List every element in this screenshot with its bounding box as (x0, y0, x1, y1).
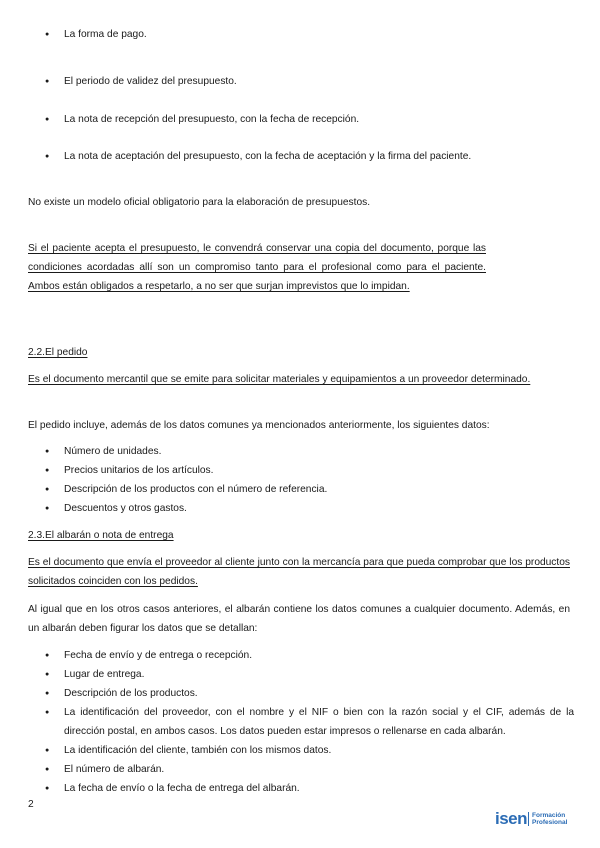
bullet-icon (45, 72, 55, 92)
bullet-icon (45, 760, 55, 780)
bullet-icon (45, 110, 55, 130)
pedido-definition: Es el documento mercantil que se emite para solicitar materiales y equipamientos a un proveedor determinado. (28, 374, 531, 385)
bullet-icon (45, 25, 55, 45)
albaran-definition: Es el documento que envía el proveedor al cliente junto con la mercancía para que pueda comprobar que los productos solicitados coinciden con los pedidos. (28, 557, 570, 587)
isen-logo (495, 809, 575, 829)
albaran-intro: Al igual que en los otros casos anteriores, el albarán contiene los datos comunes a cualquier documento. Además, en un albarán deben figurar los datos que se detallan: (28, 604, 570, 634)
bullet-icon (45, 779, 55, 799)
bullet-icon (45, 480, 55, 500)
bullet-icon (45, 684, 55, 704)
patient-paragraph: Si el paciente acepta el presupuesto, le convendrá conservar una copia del documento, porque las condiciones acordadas allí son un compromiso tanto para el profesional como para el paciente. Ambos están obligados a respetarlo, a no ser que surjan imprevistos que lo impidan. (28, 243, 486, 292)
logo-wordmark: isen (495, 809, 528, 828)
logo-line-2: Profesional (532, 819, 568, 826)
section-heading-pedido: 2.2.El pedido (28, 347, 88, 358)
bullet-icon (45, 703, 55, 723)
bullet-icon (45, 741, 55, 761)
page-number: 2 (28, 799, 34, 810)
bullet-icon (45, 442, 55, 462)
bullet-icon (45, 461, 55, 481)
bullet-icon (45, 147, 55, 167)
bullet-icon (45, 646, 55, 666)
no-model-paragraph: No existe un modelo oficial obligatorio para la elaboración de presupuestos. (28, 197, 371, 208)
logo-divider (528, 812, 529, 826)
pedido-intro: El pedido incluye, además de los datos comunes ya mencionados anteriormente, los siguientes datos: (28, 420, 490, 431)
bullet-icon (45, 499, 55, 519)
document-page: ● La forma de pago. ● El periodo de validez del presupuesto. ● La nota de recepción del presupuesto, con la fecha de recepción. ● La nota de aceptación del presupuesto, con la fecha de aceptación y la firma del paciente. No existe un modelo oficial obligatorio para la elaboración de presupuestos. Si el paciente acepta el presupuesto, le convendrá conservar una copia del documento, porque las condiciones acordadas allí son un compromiso tanto para el profesional como para el paciente. Ambos están obligados a respetarlo, a no ser que surjan imprevistos que lo impidan. 2.2.El pedido Es el documento mercantil que se emite para solicitar materiales y equipamientos a un proveedor determinado. El pedido incluye, además de los datos comunes ya mencionados anteriormente, los siguientes datos: ● Número de unidades. ● Precios unitarios de los artículos. ● Descripción de los productos con el número de referencia. ● Descuentos y otros gastos. 2.3.El albarán o nota de entrega Es el documento que envía el proveedor al cliente junto con la mercancía para que pueda comprobar que los productos solicitados coinciden con los pedidos. Al igual que en los otros casos anteriores, el albarán contiene los datos comunes a cualquier documento. Además, en un albarán deben figurar los datos que se detallan: ● Fecha de envío y de entrega o recepción. ● Lugar de entrega. ● Descripción de los productos. ● La identificación del proveedor, con el nombre y el NIF o bien con la razón social y el CIF, además de la dirección postal, en ambos casos. Los datos pueden estar impresos o rellenarse en cada albarán. ● La identificación del cliente, también con los mismos datos. ● El número de albarán. ● La fecha de envío o la fecha de entrega del albarán. 2 isen Formación Profesional (0, 0, 600, 848)
bullet-icon (45, 665, 55, 685)
section-heading-albaran: 2.3.El albarán o nota de entrega (28, 530, 174, 541)
logo-line-1: Formación (532, 812, 566, 819)
